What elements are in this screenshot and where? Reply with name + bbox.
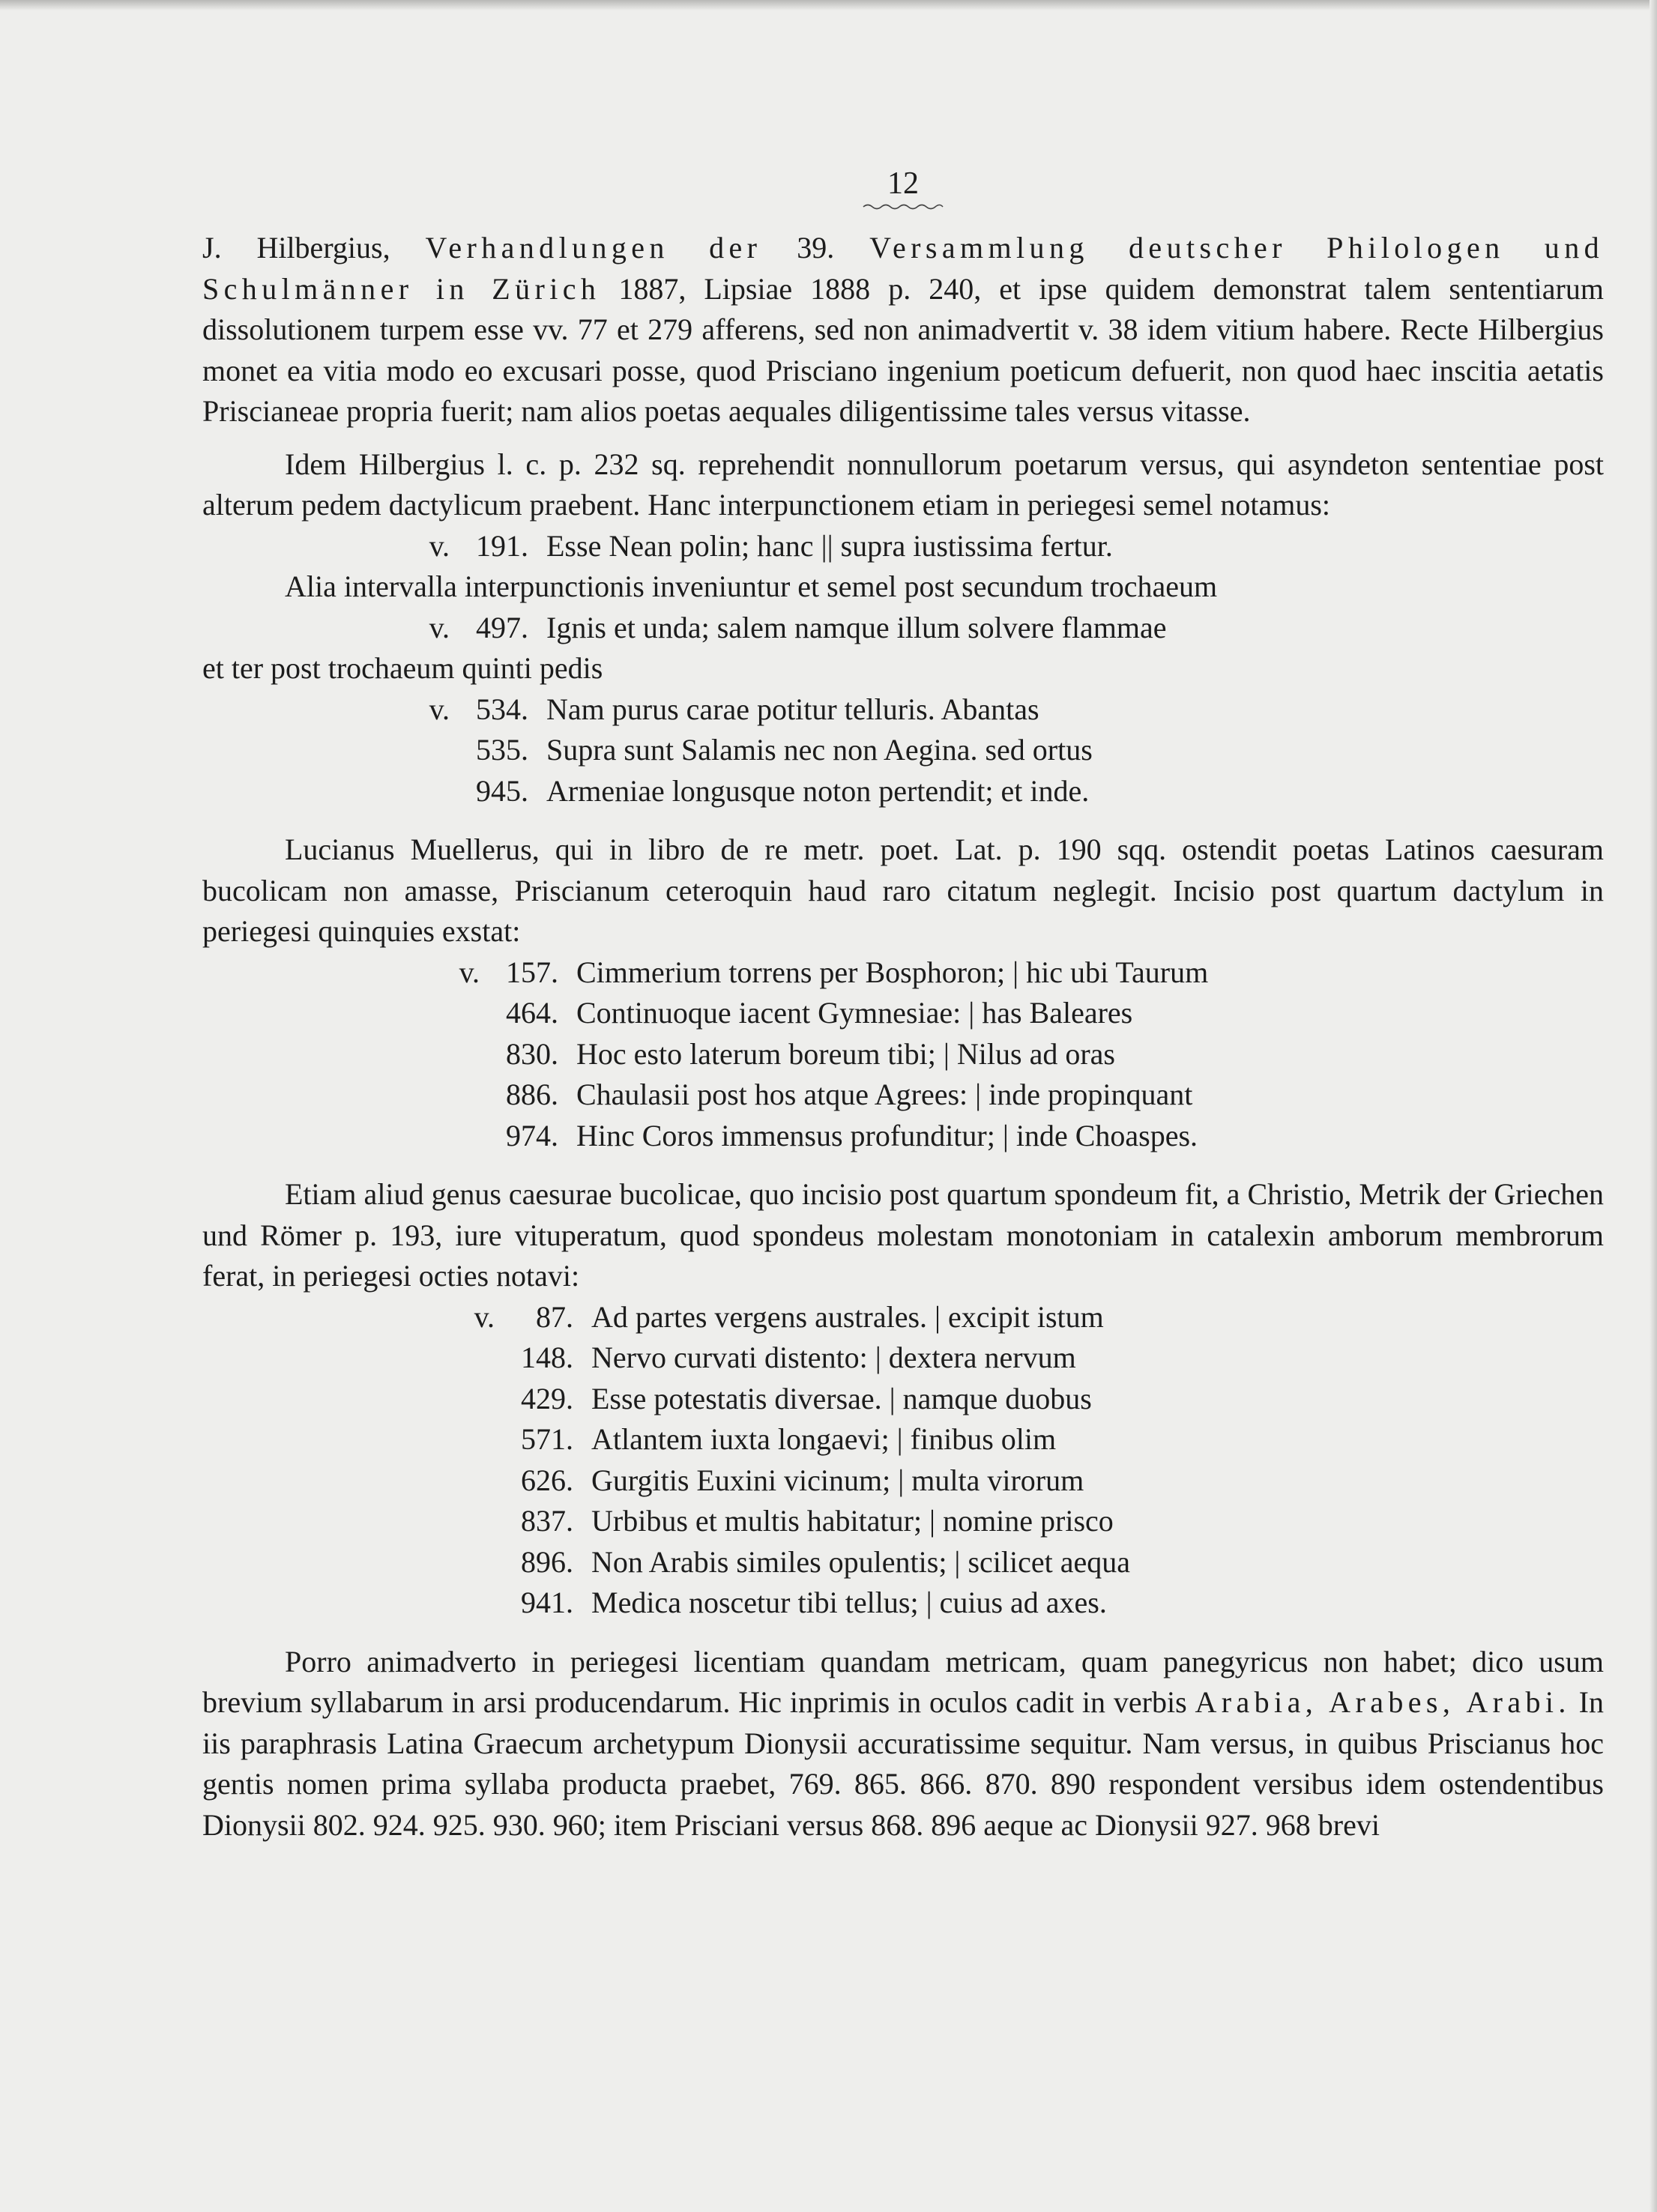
verse-number: 886. (506, 1078, 558, 1111)
verse-number: 571. (521, 1422, 573, 1456)
verse-text: Armeniae longusque noton pertendit; et inde. (546, 773, 1090, 808)
verse-label: v. (459, 955, 480, 989)
page-content (202, 165, 1604, 1846)
page-number: 12 (887, 166, 919, 201)
verse-number: 429. (521, 1381, 573, 1415)
verse-line (435, 952, 1604, 994)
verse-text: Atlantem iuxta longaevi; | finibus olim (591, 1422, 1057, 1456)
verse-text: Continuoque iacent Gymnesiae: | has Baleares (576, 996, 1133, 1030)
paragraph-hilbergius-citation (202, 228, 1604, 432)
verse-list-191 (405, 526, 1604, 567)
verse-line (405, 730, 1604, 771)
verse-text: Nam purus carae potitur telluris. Abantas (546, 692, 1039, 726)
verse-text: Non Arabis similes opulentis; | scilicet aequa (591, 1544, 1130, 1579)
verse-line (405, 608, 1604, 649)
verse-text: Hinc Coros immensus profunditur; | inde Choaspes. (576, 1118, 1198, 1152)
verse-number: 464. (506, 996, 558, 1030)
verse-line (450, 1542, 1604, 1583)
citation-title-part-1: Verhandlungen der (425, 231, 762, 265)
verse-number: 974. (506, 1118, 558, 1152)
verse-number: 837. (521, 1504, 573, 1538)
citation-rest: 1887, Lipsiae 1888 p. 240, et ipse quidem demonstrat talem sententiarum dissolutionem turpem esse vv. 77 et 279 afferens, sed non animadvertit v. 38 idem vitium habere. Recte Hilbergius monet ea vitia modo eo excusari posse, quod Prisciano ingenium poeticum defuerit, non quod haec inscitia aetatis Priscianeae propria fuerit; nam alios poetas aequales diligentissime tales versus vitasse. (202, 271, 1604, 428)
verse-number: 191. (476, 528, 528, 563)
verse-text: Supra sunt Salamis nec non Aegina. sed ortus (546, 733, 1093, 767)
verse-number: 157. (506, 955, 558, 989)
paragraph-alia-intervalla: Alia intervalla interpunctionis inveniuntur et semel post secundum trochaeum (285, 569, 1218, 603)
verse-number: 830. (506, 1036, 558, 1071)
verse-line (450, 1419, 1604, 1460)
verse-line (405, 689, 1604, 731)
verse-number: 497. (476, 610, 528, 644)
page-number-ornament (862, 202, 944, 211)
paragraph-text-start: Porro animadverto in periegesi licentiam quandam metricam, quam panegyricus non habet; dico usum brevium syllabarum in arsi producendarum. Hic inprimis in oculos cadit in verbis (202, 1644, 1604, 1719)
verse-line (405, 526, 1604, 567)
verse-line (450, 1460, 1604, 1502)
verse-text: Ignis et unda; salem namque illum solvere flammae (546, 610, 1167, 644)
verse-line (450, 1338, 1604, 1379)
verse-line (450, 1379, 1604, 1420)
citation-title-part-2: Versammlung deutscher Philologen und Schulmänner in Zürich (202, 231, 1604, 306)
verse-number: 945. (476, 773, 528, 808)
verse-text: Esse potestatis diversae. | namque duobus (591, 1381, 1092, 1415)
verse-text: Urbibus et multis habitatur; | nomine prisco (591, 1504, 1114, 1538)
scan-top-edge (0, 0, 1657, 10)
verse-text: Chaulasii post hos atque Agrees: | inde propinquant (576, 1078, 1193, 1111)
verse-line (450, 1297, 1604, 1338)
paragraph-licentia-metrica (202, 1642, 1604, 1846)
verse-text: Hoc esto laterum boreum tibi; | Nilus ad oras (576, 1036, 1115, 1071)
verse-number: 535. (476, 733, 528, 767)
verse-text: Ad partes vergens australes. | excipit istum (591, 1299, 1104, 1334)
verse-list-dactylum (435, 952, 1604, 1157)
paragraph-muellerus: Lucianus Muellerus, qui in libro de re metr. poet. Lat. p. 190 sqq. ostendit poetas Latinos caesuram bucolicam non amasse, Priscianum ceteroquin haud raro citatum neglegit. Incisio post quartum dactylum in periegesi quinquies exstat: (202, 832, 1604, 948)
spaced-words-arabia: Arabia, Arabes, Arabi. (1195, 1685, 1571, 1719)
verse-number: 626. (521, 1463, 573, 1497)
verse-text: Gurgitis Euxini vicinum; | multa virorum (591, 1463, 1084, 1497)
verse-label: v. (429, 692, 450, 726)
verse-text: Medica noscetur tibi tellus; | cuius ad axes. (591, 1586, 1107, 1619)
verse-line (450, 1501, 1604, 1542)
verse-number: 87. (536, 1299, 573, 1334)
verse-label: v. (474, 1299, 495, 1334)
verse-label: v. (429, 610, 450, 644)
verse-line (435, 1116, 1604, 1157)
paragraph-caesura-spondeum: Etiam aliud genus caesurae bucolicae, quo incisio post quartum spondeum fit, a Christio, Metrik der Griechen und Römer p. 193, iure vituperatum, quod spondeus molestam monotoniam in catalexin amborum membrorum ferat, in periegesi octies notavi: (202, 1177, 1604, 1293)
citation-title-number: 39. (761, 231, 870, 265)
verse-list-497 (405, 608, 1604, 649)
verse-number: 148. (521, 1341, 573, 1374)
verse-list-trochaeum (405, 689, 1604, 812)
verse-label: v. (429, 528, 450, 563)
verse-text: Cimmerium torrens per Bosphoron; | hic ubi Taurum (576, 955, 1209, 989)
verse-number: 534. (476, 692, 528, 726)
paragraph-ter-post-trochaeum: et ter post trochaeum quinti pedis (202, 651, 603, 685)
verse-text: Nervo curvati distento: | dextera nervum (591, 1341, 1076, 1374)
verse-line (405, 771, 1604, 812)
verse-list-spondeum (450, 1297, 1604, 1624)
verse-number: 896. (521, 1544, 573, 1579)
verse-number: 941. (521, 1586, 573, 1619)
paragraph-asyndeton: Idem Hilbergius l. c. p. 232 sq. reprehendit nonnullorum poetarum versus, qui asyndeton sententiae post alterum pedem dactylicum praebent. Hanc interpunctionem etiam in periegesi semel notamus: (202, 447, 1604, 522)
verse-line (435, 1034, 1604, 1075)
verse-text: Esse Nean polin; hanc || supra iustissima fertur. (546, 528, 1113, 563)
scan-right-edge (1650, 0, 1657, 2212)
verse-line (435, 1075, 1604, 1116)
citation-author: J. Hilbergius, (202, 231, 426, 265)
paragraph-text-end: In iis paraphrasis Latina Graecum archetypum Dionysii accuratissime sequitur. Nam versus, in quibus Priscianus hoc gentis nomen prima syllaba producta praebet, 769. 865. 866. 870. 890 respondent versibus idem ostendentibus Dionysii 802. 924. 925. 930. 960; item Prisciani versus 868. 896 aeque ac Dionysii 927. 968 brevi (202, 1685, 1604, 1842)
verse-line (435, 993, 1604, 1034)
verse-line (450, 1583, 1604, 1624)
